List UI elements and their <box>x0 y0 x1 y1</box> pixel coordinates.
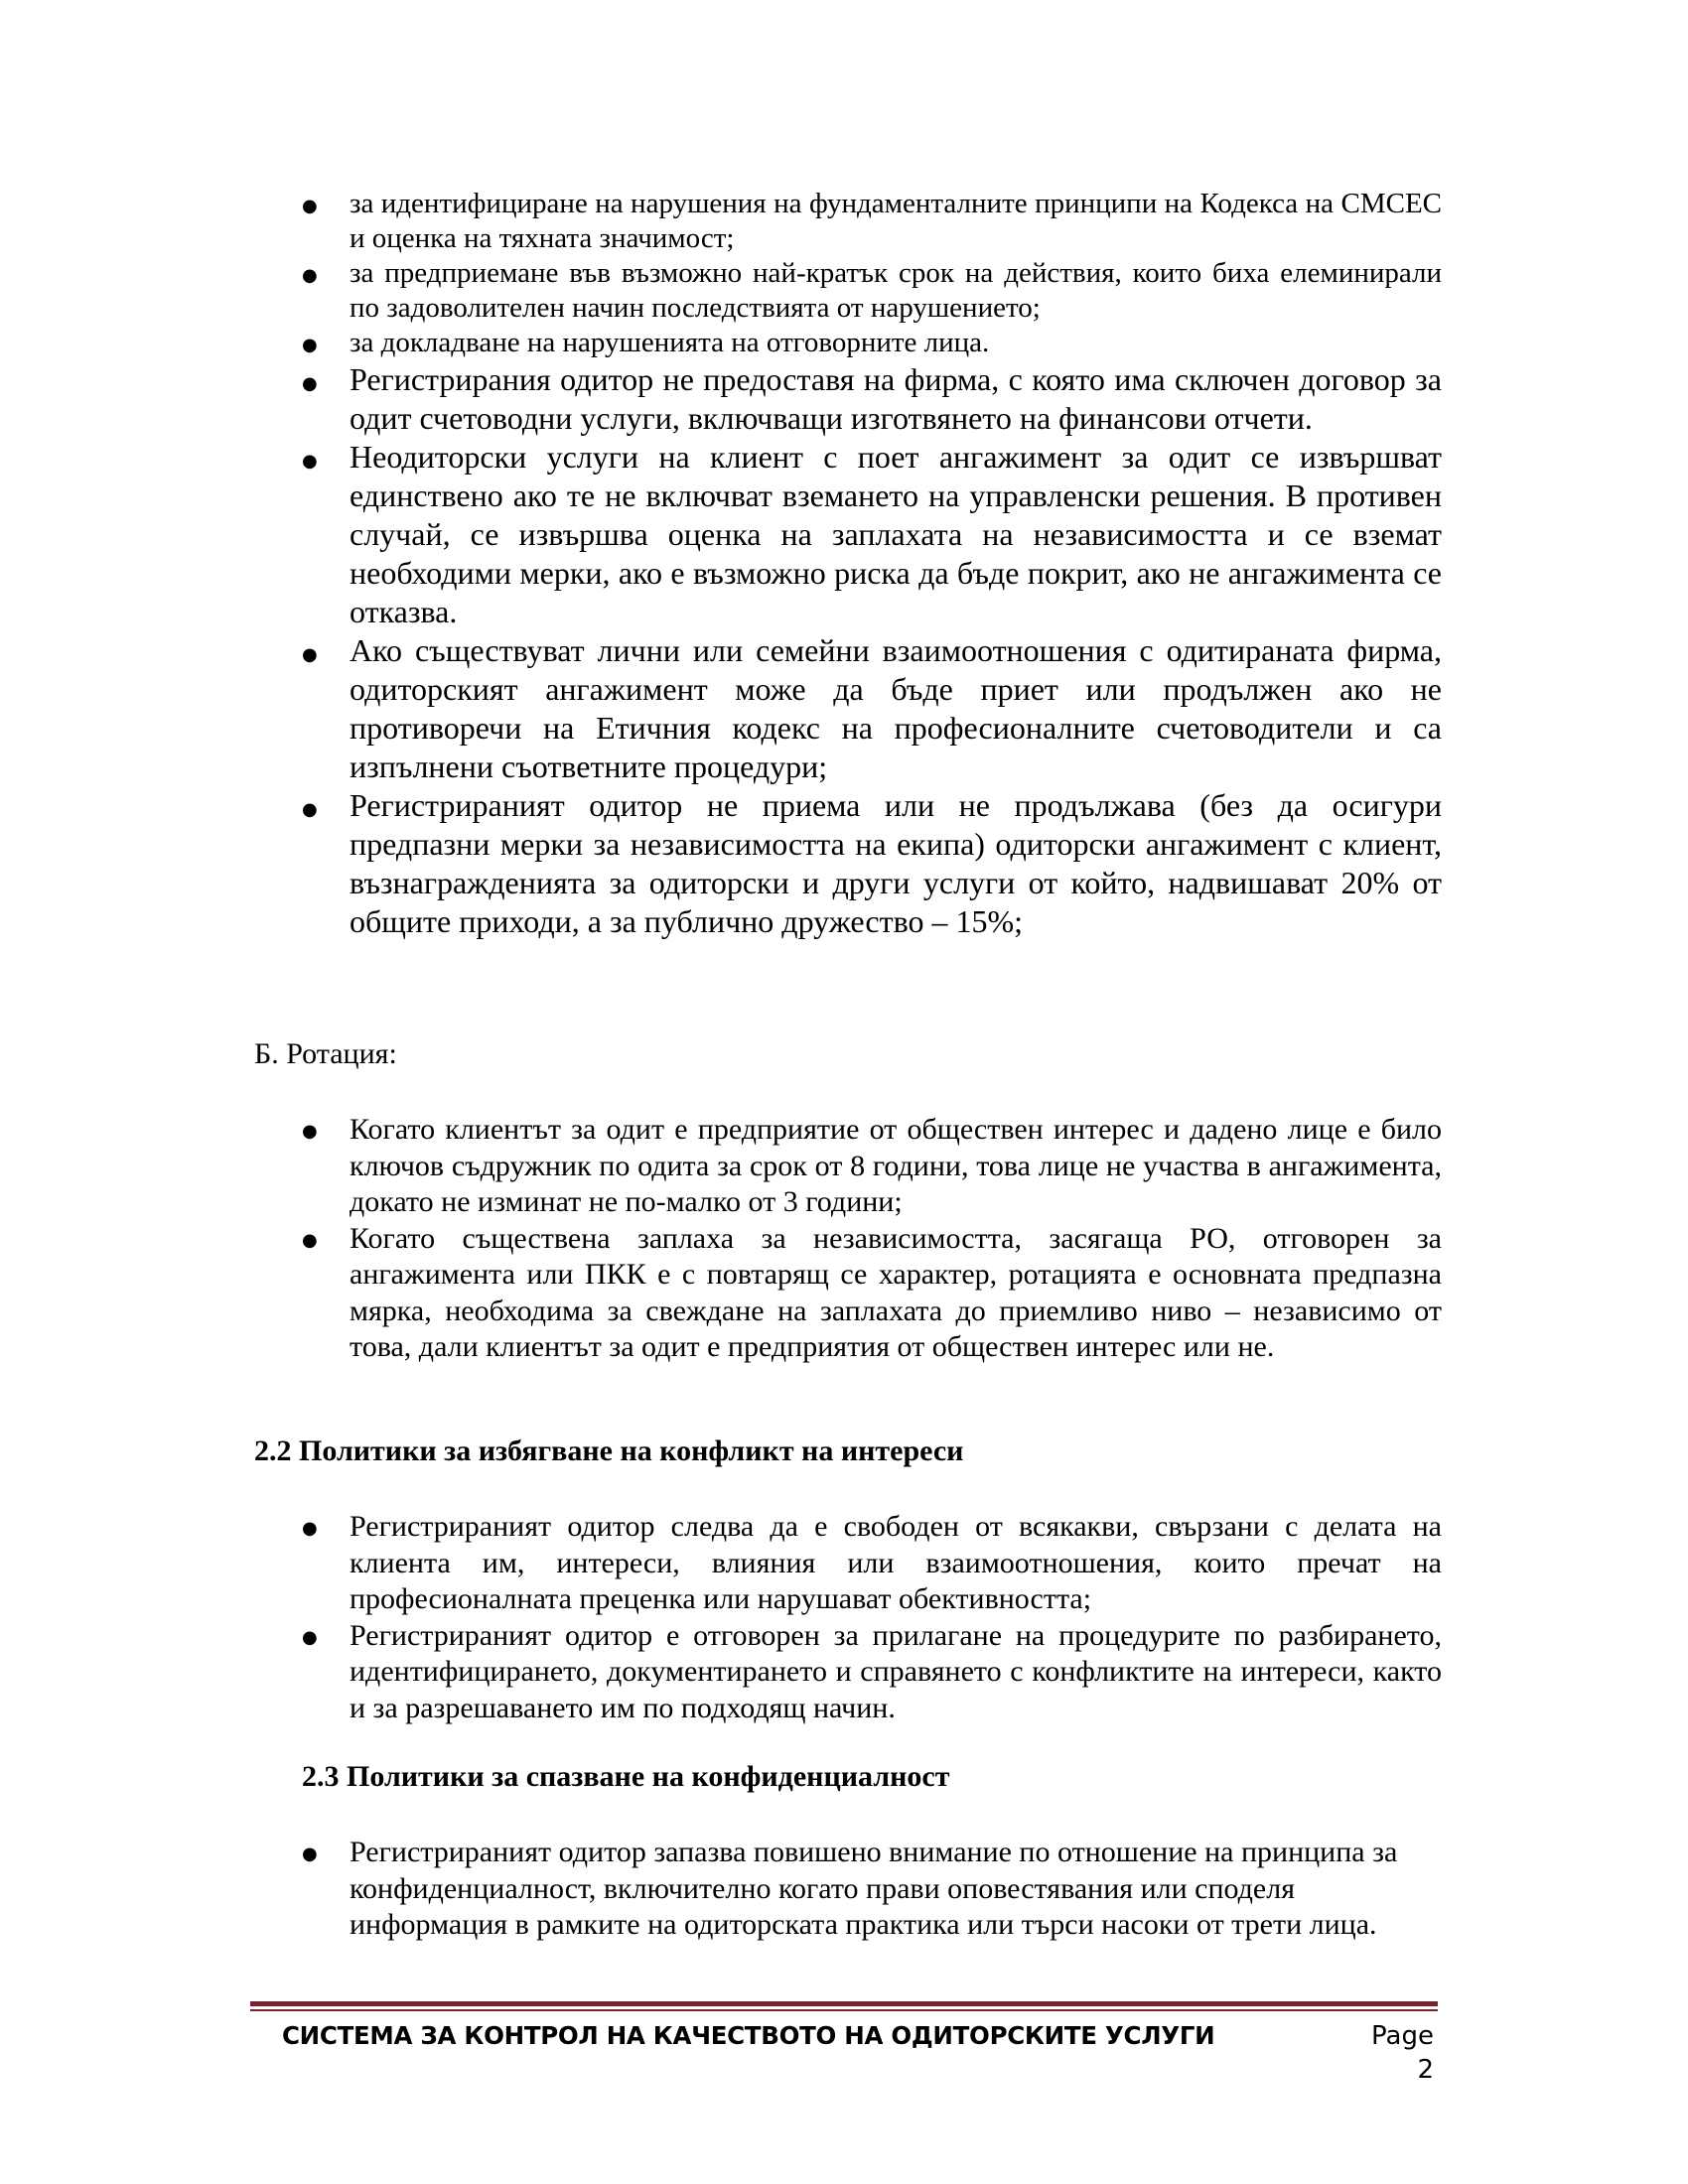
bullet-icon: ● <box>302 1626 318 1648</box>
footer-title: СИСТЕМА ЗА КОНТРОЛ НА КАЧЕСТВОТО НА ОДИТОРСКИТЕ УСЛУГИ <box>282 2021 1215 2050</box>
list-item-text: Когато съществена заплаха за независимостта, засягаща РО, отговорен за ангажимента или ПКК е с повтарящ се характер, ротацията е основната предпазна мярка, необходима за свеждане на заплахата до приемливо ниво – независимо от това, дали клиентът за одит е предприятия от обществен интерес или не. <box>350 1221 1442 1363</box>
list-item <box>254 1835 1442 1944</box>
list-item-text: Когато клиентът за одит е предприятие от обществен интерес и дадено лице е било ключов съдружник по одита за срок от 8 години, това лице не участва в ангажимента, докато не изминат не по-малко от 3 години; <box>350 1113 1442 1218</box>
list-item-text: Неодиторски услуги на клиент с поет ангажимент за одит се извършват единствено ако те не включват вземането на управленски решения. В противен случай, се извършва оценка на заплахата на независимостта и се вземат необходими мерки, ако е възможно риска да бъде покрит, ако не ангажимента се отказва. <box>350 439 1442 629</box>
list-item-text: Ако съществуват лични или семейни взаимоотношения с одитираната фирма, одиторският ангажимент може да бъде приет или продължен ако не противоречи на Етичния кодекс на професионалните счетоводители и са изпълнени съответните процедури; <box>350 632 1442 784</box>
list-item <box>254 786 1442 941</box>
list-item-text: Регистрираният одитор запазва повишено внимание по отношение на принципа за конфиденциалност, включително когато прави оповестявания или споделя информация в рамките на одиторската практика или търси насоки от трети лица. <box>350 1836 1398 1941</box>
list-item <box>254 631 1442 786</box>
footer-rule-thin <box>250 2009 1438 2011</box>
list-item <box>254 187 1442 256</box>
list-item <box>254 256 1442 326</box>
list-item-text: Регистрираният одитор е отговорен за прилагане на процедурите по разбирането, идентифицирането, документирането и справянето с конфликтите на интереси, както и за разрешаването им по подходящ начин. <box>350 1618 1442 1724</box>
list-item <box>254 1221 1442 1366</box>
bullet-icon: ● <box>302 196 318 216</box>
bullet-icon: ● <box>302 1843 318 1864</box>
bullet-icon: ● <box>302 799 318 820</box>
bullet-icon: ● <box>302 1518 318 1539</box>
list-item <box>254 438 1442 631</box>
bullet-icon: ● <box>302 373 318 394</box>
rotation-label: Б. Ротация: <box>254 1037 397 1070</box>
section-heading-conflict-of-interest: 2.2 Политики за избягване на конфликт на интереси <box>254 1434 964 1467</box>
conflict-bullet-list <box>254 1509 1442 1726</box>
list-item <box>254 1509 1442 1618</box>
section-heading-confidentiality: 2.3 Политики за спазване на конфиденциалност <box>302 1760 950 1793</box>
list-item-text: за предприемане във възможно най-кратък срок на действия, които биха елеминирали по задоволителен начин последствията от нарушението; <box>350 257 1442 324</box>
rotation-bullet-list <box>254 1112 1442 1366</box>
bullet-icon: ● <box>302 1121 318 1142</box>
list-item <box>254 1618 1442 1727</box>
list-item-text: за идентифициране на нарушения на фундаменталните принципи на Кодекса на СМСЕС и оценка на тяхната значимост; <box>350 188 1442 254</box>
bullet-icon: ● <box>302 335 318 355</box>
bullet-icon: ● <box>302 265 318 286</box>
footer-rule-thick <box>250 2001 1438 2006</box>
list-item-text: Регистрирания одитор не предоставя на фирма, с която има сключен договор за одит счетоводни услуги, включващи изготвянето на финансови отчети. <box>350 361 1442 436</box>
list-item <box>254 326 1442 360</box>
page-number: Page 2 <box>1371 2021 1434 2085</box>
list-item-text: Регистрираният одитор не приема или не продължава (без да осигури предпазни мерки за независимостта на екипа) одиторски ангажимент с клиент, възнагражденията за одиторски и други услуги от който, надвишават 20% от общите приходи, а за публично дружество – 15%; <box>350 787 1442 939</box>
bullet-icon: ● <box>302 644 318 665</box>
list-item-text: за докладване на нарушенията на отговорните лица. <box>350 327 990 358</box>
list-item-text: Регистрираният одитор следва да е свободен от всякакви, свързани с делата на клиента им, интереси, влияния или взаимоотношения, които пречат на професионалната преценка или нарушават обективността; <box>350 1510 1442 1615</box>
bullet-icon: ● <box>302 1229 318 1251</box>
bullet-icon: ● <box>302 451 318 472</box>
confidentiality-bullet-list <box>254 1835 1442 1944</box>
list-item <box>254 360 1442 438</box>
list-item <box>254 1112 1442 1221</box>
independence-bullet-list <box>254 187 1442 941</box>
